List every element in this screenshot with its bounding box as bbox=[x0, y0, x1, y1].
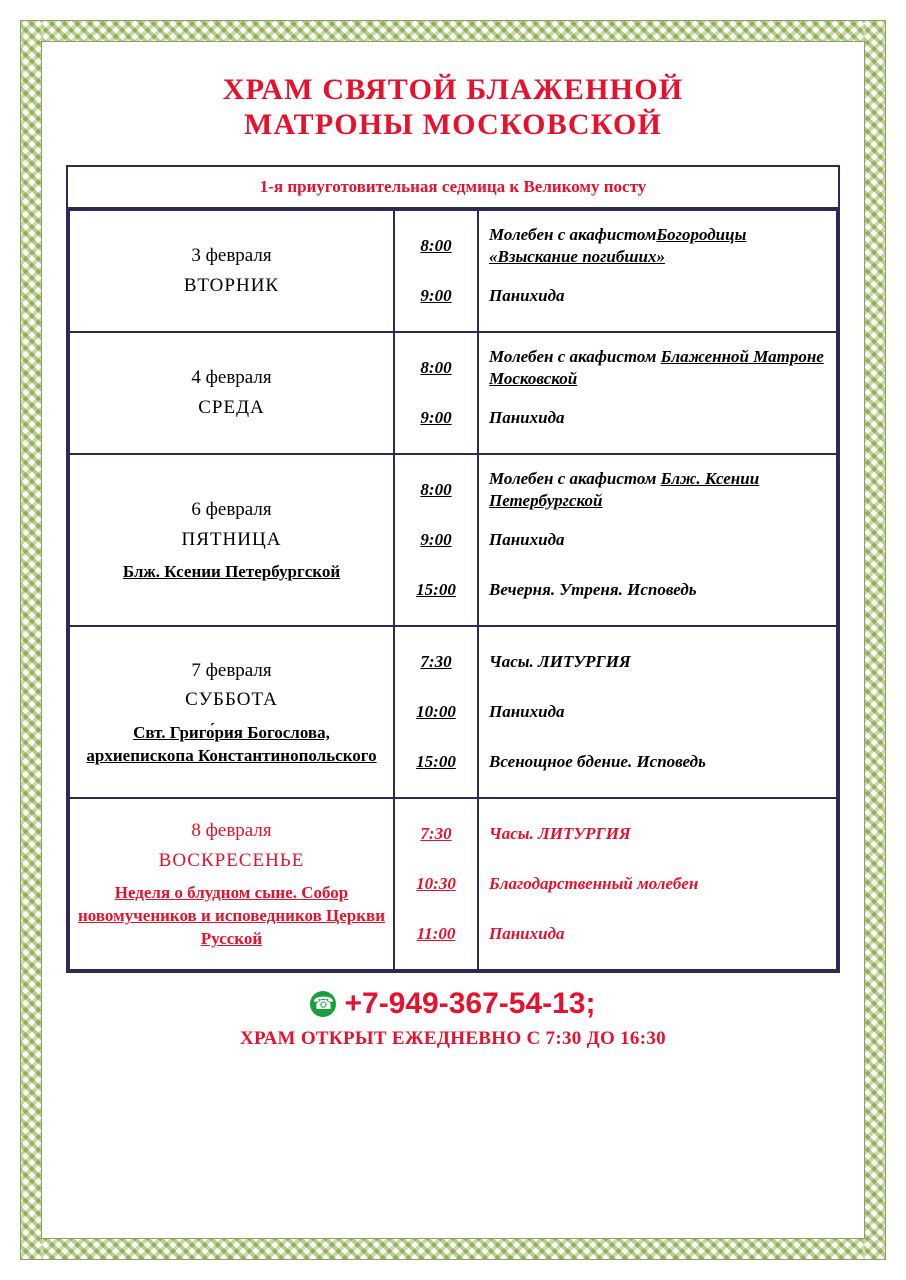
phone-number: +7-949-367-54-13; bbox=[344, 986, 596, 1020]
service-description: Часы. ЛИТУРГИЯ bbox=[489, 823, 631, 843]
table-row bbox=[69, 626, 837, 798]
service-description: Молебен с акафистом Блж. Ксении Петербургской bbox=[489, 468, 760, 510]
service-description: Панихида bbox=[489, 285, 565, 305]
day-services-cell bbox=[478, 454, 837, 626]
footer bbox=[50, 987, 856, 1050]
day-services-cell bbox=[478, 332, 837, 454]
day-services-cell bbox=[478, 798, 837, 970]
service-time: 10:30 bbox=[416, 873, 456, 893]
service-description: Молебен с акафистом Блаженной Матроне Московской bbox=[489, 346, 824, 388]
service-time: 8:00 bbox=[420, 235, 452, 255]
schedule-table bbox=[66, 165, 840, 973]
phone-line bbox=[50, 987, 856, 1021]
table-row bbox=[69, 210, 837, 332]
service-time: 9:00 bbox=[420, 529, 452, 549]
day-times-cell bbox=[394, 332, 478, 454]
service-description: Панихида bbox=[489, 407, 565, 427]
service-description: Вечерня. Утреня. Исповедь bbox=[489, 579, 697, 599]
service-time: 15:00 bbox=[416, 579, 456, 599]
table-row bbox=[69, 798, 837, 970]
day-times-cell bbox=[394, 626, 478, 798]
day-date-cell bbox=[69, 454, 394, 626]
day-services-cell bbox=[478, 210, 837, 332]
day-date: 7 февраля bbox=[191, 659, 272, 681]
service-time: 8:00 bbox=[420, 479, 452, 499]
day-weekday: ВТОРНИК bbox=[183, 274, 280, 296]
schedule-subtitle-row bbox=[68, 167, 838, 209]
title-line-1: ХРАМ СВЯТОЙ БЛАЖЕННОЙ bbox=[222, 73, 684, 106]
day-times-cell bbox=[394, 210, 478, 332]
table-row bbox=[69, 454, 837, 626]
service-time: 7:30 bbox=[420, 823, 452, 843]
poster-content bbox=[50, 52, 856, 1230]
day-date-cell bbox=[69, 332, 394, 454]
table-row bbox=[69, 332, 837, 454]
day-weekday: СУББОТА bbox=[185, 689, 278, 711]
service-time: 15:00 bbox=[416, 751, 456, 771]
day-date: 3 февраля bbox=[191, 245, 272, 267]
service-time: 9:00 bbox=[420, 285, 452, 305]
schedule-subtitle: 1-я приуготовительная седмица к Великому посту bbox=[259, 176, 647, 196]
service-description: Часы. ЛИТУРГИЯ bbox=[489, 651, 631, 671]
service-time: 7:30 bbox=[420, 651, 452, 671]
day-date-cell bbox=[69, 210, 394, 332]
day-commemoration: Неделя о блудном сыне. Собор новомучеников и исповедников Церкви Русской bbox=[78, 883, 386, 949]
service-time: 9:00 bbox=[420, 407, 452, 427]
day-date: 6 февраля bbox=[191, 499, 272, 521]
day-date: 8 февраля bbox=[191, 820, 272, 842]
day-services-cell bbox=[478, 626, 837, 798]
service-description: Панихида bbox=[489, 529, 565, 549]
day-weekday: ВОСКРЕСЕНЬЕ bbox=[158, 849, 305, 871]
service-description: Панихида bbox=[489, 923, 565, 943]
day-commemoration: Свт. Григо́рия Богослова, архиепископа Константинопольского bbox=[86, 722, 377, 765]
day-weekday: СРЕДА bbox=[198, 396, 265, 418]
day-times-cell bbox=[394, 798, 478, 970]
days-table bbox=[68, 209, 838, 971]
phone-icon bbox=[310, 991, 336, 1017]
day-weekday: ПЯТНИЦА bbox=[181, 528, 282, 550]
title-line-2: МАТРОНЫ МОСКОВСКОЙ bbox=[243, 108, 663, 142]
day-date-cell bbox=[69, 798, 394, 970]
service-description: Всенощное бдение. Исповедь bbox=[489, 751, 706, 771]
page-title bbox=[50, 72, 856, 143]
day-commemoration: Блж. Ксении Петербургской bbox=[122, 562, 341, 582]
service-time: 8:00 bbox=[420, 357, 452, 377]
day-date-cell bbox=[69, 626, 394, 798]
day-times-cell bbox=[394, 454, 478, 626]
service-description: Панихида bbox=[489, 701, 565, 721]
service-description: Благодарственный молебен bbox=[489, 873, 699, 893]
service-time: 10:00 bbox=[416, 701, 456, 721]
day-date: 4 февраля bbox=[191, 367, 272, 389]
service-description: Молебен с акафистомБогородицы «Взыскание погибших» bbox=[489, 224, 747, 266]
opening-hours: ХРАМ ОТКРЫТ ЕЖЕДНЕВНО С 7:30 ДО 16:30 bbox=[240, 1027, 666, 1049]
service-time: 11:00 bbox=[416, 923, 456, 943]
